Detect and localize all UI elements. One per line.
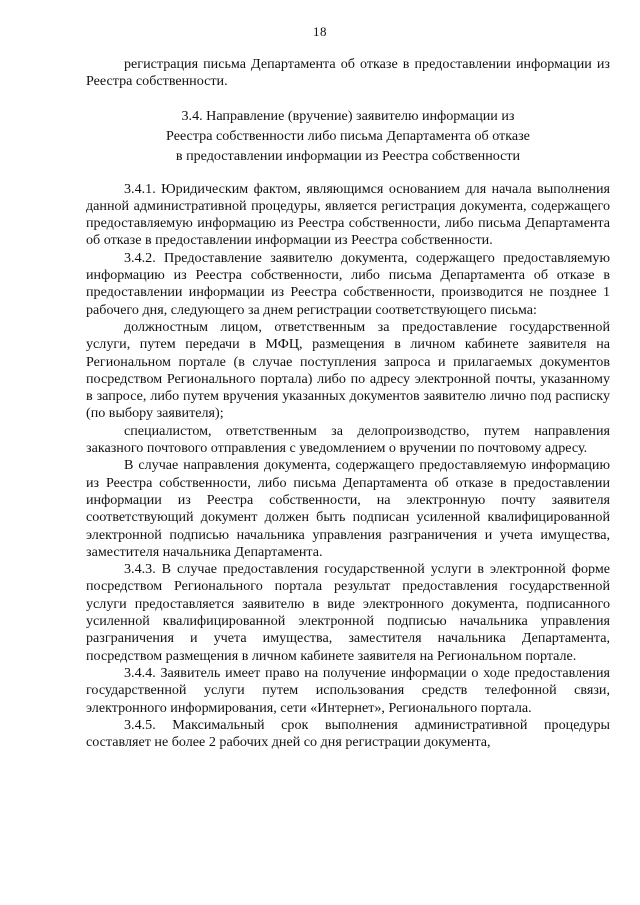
document-body [86, 56, 610, 751]
page-number: 18 [313, 24, 327, 39]
paragraph-3-4-2: 3.4.2. Предоставление заявителю документа, содержащего предоставляемую информацию из Реестра собственности, либо письма Департамента об отказе в предоставлении информации из Реестра собственности, производится не позднее 1 рабочего дня, следующего за днем регистрации соответствующего письма: [86, 249, 610, 318]
section-heading-line: Реестра собственности либо письма Департамента об отказе [166, 127, 530, 144]
section-heading-line: 3.4. Направление (вручение) заявителю информации из [181, 107, 515, 124]
section-heading [86, 106, 610, 166]
continuation-paragraph: регистрация письма Департамента об отказе в предоставлении информации из Реестра собственности. [86, 56, 610, 90]
paragraph-3-4-4: 3.4.4. Заявитель имеет право на получение информации о ходе предоставления государственной услуги путем использования средств телефонной связи, электронного информирования, сети «Интернет», Регионального портала. [86, 664, 610, 716]
paragraph-3-4-3: 3.4.3. В случае предоставления государственной услуги в электронной форме посредством Регионального портала результат предоставления государственной услуги предоставляется заявителю в виде электронного документа, подписанного усиленной квалифицированной электронной подписью начальника управления разграничения и учета имущества, заместителя начальника Департамента, посредством размещения в личном кабинете заявителя на Региональном портале. [86, 561, 610, 664]
paragraph-3-4-1: 3.4.1. Юридическим фактом, являющимся основанием для начала выполнения данной административной процедуры, является регистрация документа, содержащего предоставляемую информацию из Реестра собственности, либо письма Департамента об отказе в предоставлении информации из Реестра собственности. [86, 180, 610, 249]
paragraph-email-signature: В случае направления документа, содержащего предоставляемую информацию из Реестра собственности, либо письма Департамента об отказе в предоставлении информации из Реестра собственности, на электронную почту заявителя соответствующий документ должен быть подписан усиленной квалифицированной электронной подписью начальника управления разграничения и учета имущества, заместителя начальника Департамента. [86, 457, 610, 560]
paragraph-postal-delivery: специалистом, ответственным за делопроизводство, путем направления заказного почтового отправления с уведомлением о вручении по почтовому адресу. [86, 422, 610, 457]
section-heading-line: в предоставлении информации из Реестра собственности [175, 147, 521, 164]
paragraph-official-delivery: должностным лицом, ответственным за предоставление государственной услуги, путем передачи в МФЦ, размещения в личном кабинете заявителя на Региональном портале (в случае поступления запроса и прилагаемых документов посредством Регионального портала) либо по адресу электронной почты, указанному в запросе, либо путем вручения указанных документов заявителю лично под расписку (по выбору заявителя); [86, 318, 610, 422]
paragraph-3-4-5: 3.4.5. Максимальный срок выполнения административной процедуры составляет не более 2 рабочих дней со дня регистрации документа, [86, 716, 610, 751]
